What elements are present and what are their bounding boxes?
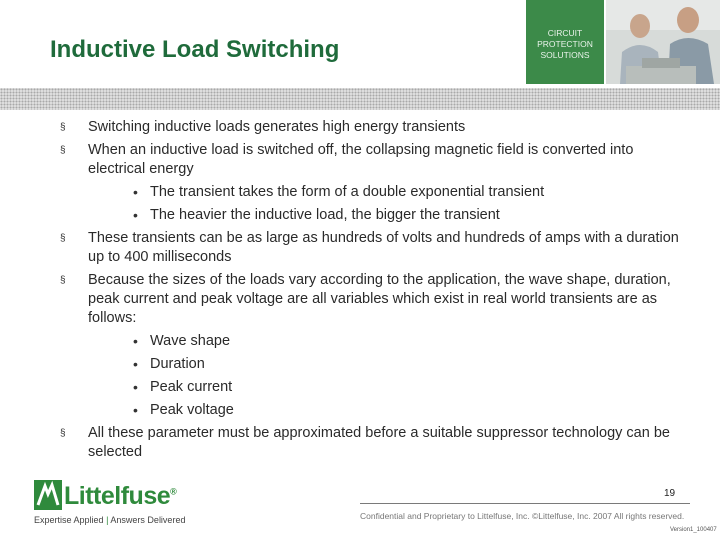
sub-bullet-item bbox=[60, 206, 680, 225]
bullet-marker: § bbox=[60, 233, 66, 244]
sub-bullet-marker: • bbox=[133, 402, 138, 418]
bullet-marker: § bbox=[60, 122, 66, 133]
sub-bullet-item bbox=[60, 355, 680, 374]
sub-bullet-item bbox=[60, 332, 680, 351]
littelfuse-logo bbox=[34, 480, 177, 515]
sub-bullet-item bbox=[60, 378, 680, 397]
sub-bullet-marker: • bbox=[133, 207, 138, 223]
page-number: 19 bbox=[664, 488, 676, 499]
brand-line-protection: PROTECTION bbox=[537, 39, 593, 49]
bullet-text: All these parameter must be approximated before a suitable suppressor technology can be selected bbox=[88, 425, 670, 460]
bullet-text: When an inductive load is switched off, the collapsing magnetic field is converted into electrical energy bbox=[88, 142, 634, 177]
footer-divider bbox=[360, 503, 690, 504]
littelfuse-mark-icon bbox=[34, 480, 62, 510]
tagline-right: Answers Delivered bbox=[110, 515, 186, 525]
engineers-photo-image bbox=[606, 0, 720, 84]
bullet-text: These transients can be as large as hundreds of volts and hundreds of amps with a duration up to 400 milliseconds bbox=[88, 230, 679, 265]
brand-line-solutions: SOLUTIONS bbox=[540, 50, 590, 60]
sub-bullet-marker: • bbox=[133, 333, 138, 349]
bullet-text: Switching inductive loads generates high energy transients bbox=[88, 119, 466, 135]
bullet-item bbox=[60, 229, 680, 267]
bullet-item bbox=[60, 118, 680, 137]
sub-bullet-text: The transient takes the form of a double exponential transient bbox=[150, 184, 545, 200]
sub-bullet-text: Duration bbox=[150, 356, 205, 372]
sub-bullet-marker: • bbox=[133, 184, 138, 200]
header-photo bbox=[606, 0, 720, 84]
bullet-item bbox=[60, 141, 680, 179]
sub-bullet-text: The heavier the inductive load, the bigger the transient bbox=[150, 207, 500, 223]
bullet-marker: § bbox=[60, 145, 66, 156]
bullet-list bbox=[60, 118, 680, 466]
registered-mark: ® bbox=[170, 486, 177, 497]
tagline-left: Expertise Applied bbox=[34, 515, 104, 525]
brand-line-circuit: CIRCUIT bbox=[547, 28, 583, 38]
brand-panel bbox=[526, 0, 604, 84]
sub-bullet-item bbox=[60, 401, 680, 420]
bullet-marker: § bbox=[60, 428, 66, 439]
bullet-marker: § bbox=[60, 275, 66, 286]
version-label: Version1_100407 bbox=[670, 527, 717, 533]
logo-wordmark bbox=[64, 482, 176, 511]
logo-name-text: Littelfuse bbox=[64, 482, 171, 510]
tagline-separator: | bbox=[106, 515, 109, 525]
sub-bullet-marker: • bbox=[133, 356, 138, 372]
slide-title: Inductive Load Switching bbox=[50, 36, 340, 63]
bullet-item bbox=[60, 271, 680, 328]
bullet-text: Because the sizes of the loads vary according to the application, the wave shape, duration, peak current and peak voltage are all variables which exist in real world transients are as follows: bbox=[88, 272, 671, 326]
sub-bullet-text: Wave shape bbox=[150, 333, 231, 349]
bullet-item bbox=[60, 424, 680, 462]
header-dotted-band bbox=[0, 88, 720, 110]
sub-bullet-text: Peak current bbox=[150, 379, 233, 395]
brand-text bbox=[526, 28, 604, 61]
sub-bullet-text: Peak voltage bbox=[150, 402, 234, 418]
sub-bullet-marker: • bbox=[133, 379, 138, 395]
tagline bbox=[34, 515, 185, 525]
confidential-notice: Confidential and Proprietary to Littelfuse, Inc. ©Littelfuse, Inc. 2007 All rights reserved. bbox=[360, 511, 685, 521]
sub-bullet-item bbox=[60, 183, 680, 202]
